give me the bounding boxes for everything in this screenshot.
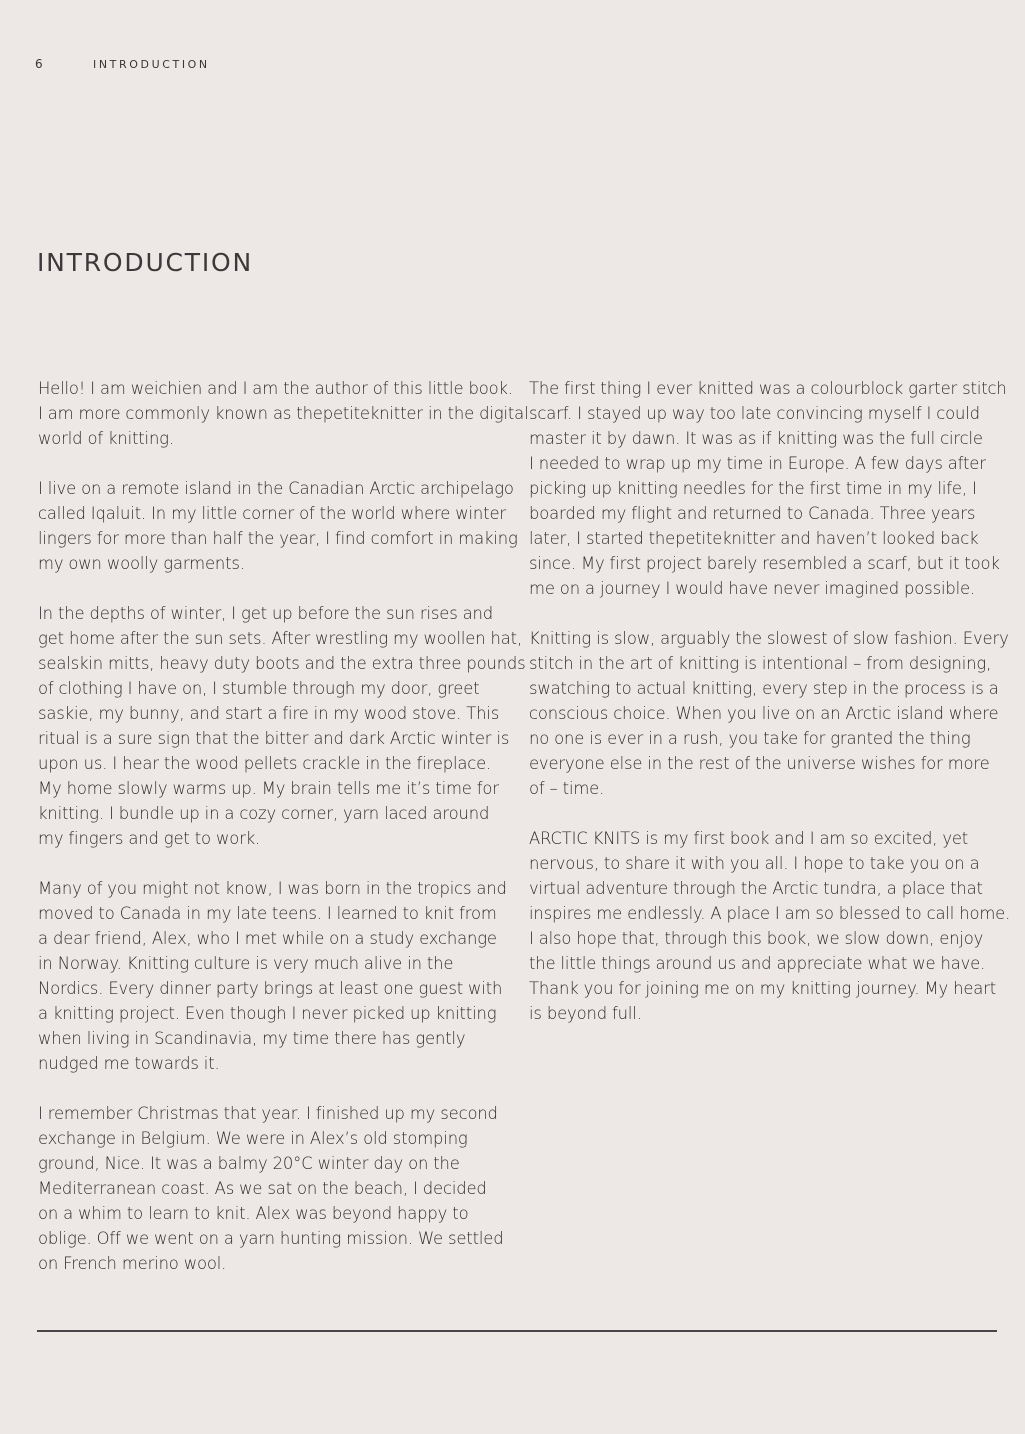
page-number: 6 [35,57,43,71]
text-line: Many of you might not know, I was born in the tropics and [38,879,507,898]
text-line: nudged me towards it. [38,1054,220,1073]
text-line: My home slowly warms up. My brain tells me it’s time for [38,779,499,798]
text-line: nervous, to share it with you all. I hope to take you on a [529,854,980,873]
body-paragraph [38,376,529,451]
text-line: Nordics. Every dinner party brings at least one guest with [38,979,503,998]
text-line: on French merino wool. [38,1254,227,1273]
text-line: later, I started thepetiteknitter and haven’t looked back [529,529,979,548]
body-column-left [38,376,529,1301]
text-line: me on a journey I would have never imagined possible. [529,579,976,598]
text-line: since. My first project barely resembled a scarf, but it took [529,554,1000,573]
text-line: exchange in Belgium. We were in Alex’s old stomping [38,1129,468,1148]
text-line: ground, Nice. It was a balmy 20°C winter day on the [38,1154,460,1173]
text-line: a knitting project. Even though I never picked up knitting [38,1004,497,1023]
text-line: called Iqaluit. In my little corner of the world where winter [38,504,506,523]
text-line: a dear friend, Alex, who I met while on a study exchange [38,929,497,948]
text-line: my own woolly garments. [38,554,245,573]
text-line: swatching to actual knitting, every step in the process is a [529,679,999,698]
body-paragraph [38,476,518,576]
text-line: of – time. [529,779,605,798]
text-line: stitch in the art of knitting is intentional – from designing, [529,654,992,673]
text-line: The first thing I ever knitted was a colourblock garter stitch [529,379,1007,398]
text-line: the little things around us and appreciate what we have. [529,954,986,973]
text-line: boarded my flight and returned to Canada. Three years [529,504,976,523]
footer-rule [37,1330,997,1332]
text-line: I remember Christmas that year. I finished up my second [38,1104,498,1123]
text-line: In the depths of winter, I get up before the sun rises and [38,604,494,623]
text-line: oblige. Off we went on a yarn hunting mission. We settled [38,1229,504,1248]
text-line: on a whim to learn to knit. Alex was beyond happy to [38,1204,469,1223]
text-line: Hello! I am weichien and I am the author of this little book. [38,379,513,398]
text-line: Mediterranean coast. As we sat on the beach, I decided [38,1179,487,1198]
text-line: I live on a remote island in the Canadian Arctic archipelago [38,479,514,498]
body-paragraph [529,626,1009,801]
text-line: no one is ever in a rush, you take for granted the thing [529,729,971,748]
text-line: virtual adventure through the Arctic tundra, a place that [529,879,983,898]
text-line: inspires me endlessly. A place I am so blessed to call home. [529,904,1011,923]
text-line: when living in Scandinavia, my time there has gently [38,1029,466,1048]
text-line: upon us. I hear the wood pellets crackle in the fireplace. [38,754,492,773]
running-head [35,57,210,71]
page-title: INTRODUCTION [37,248,254,277]
text-line: of clothing I have on, I stumble through my door, greet [38,679,480,698]
text-line: I also hope that, through this book, we slow down, enjoy [529,929,984,948]
text-line: Knitting is slow, arguably the slowest of slow fashion. Every [529,629,1009,648]
text-line: master it by dawn. It was as if knitting was the full circle [529,429,983,448]
text-line: conscious choice. When you live on an Arctic island where [529,704,999,723]
text-line: knitting. I bundle up in a cozy corner, yarn laced around [38,804,490,823]
body-column-right [529,376,1011,1051]
text-line: I am more commonly known as thepetiteknitter in the digital [38,404,529,423]
text-line: ritual is a sure sign that the bitter and dark Arctic winter is [38,729,510,748]
text-line: Thank you for joining me on my knitting journey. My heart [529,979,997,998]
body-paragraph [38,601,526,851]
text-line: moved to Canada in my late teens. I learned to knit from [38,904,497,923]
text-line: get home after the sun sets. After wrestling my woollen hat, [38,629,523,648]
text-line: my fingers and get to work. [38,829,261,848]
text-line: sealskin mitts, heavy duty boots and the extra three pounds [38,654,526,673]
text-line: in Norway. Knitting culture is very much alive in the [38,954,454,973]
body-paragraph [38,876,513,1076]
text-line: everyone else in the rest of the universe wishes for more [529,754,990,773]
running-head-section: INTRODUCTION [93,58,210,71]
text-line: scarf. I stayed up way too late convincing myself I could [529,404,980,423]
text-line: world of knitting. [38,429,174,448]
body-paragraph [529,826,1011,1026]
text-line: picking up knitting needles for the first time in my life, I [529,479,977,498]
body-paragraph [38,1101,513,1276]
text-line: is beyond full. [529,1004,642,1023]
text-line: ARCTIC KNITS is my first book and I am so excited, yet [529,829,969,848]
body-paragraph [529,376,1007,601]
text-line: I needed to wrap up my time in Europe. A few days after [529,454,986,473]
text-line: lingers for more than half the year, I find comfort in making [38,529,518,548]
text-line: saskie, my bunny, and start a fire in my wood stove. This [38,704,500,723]
